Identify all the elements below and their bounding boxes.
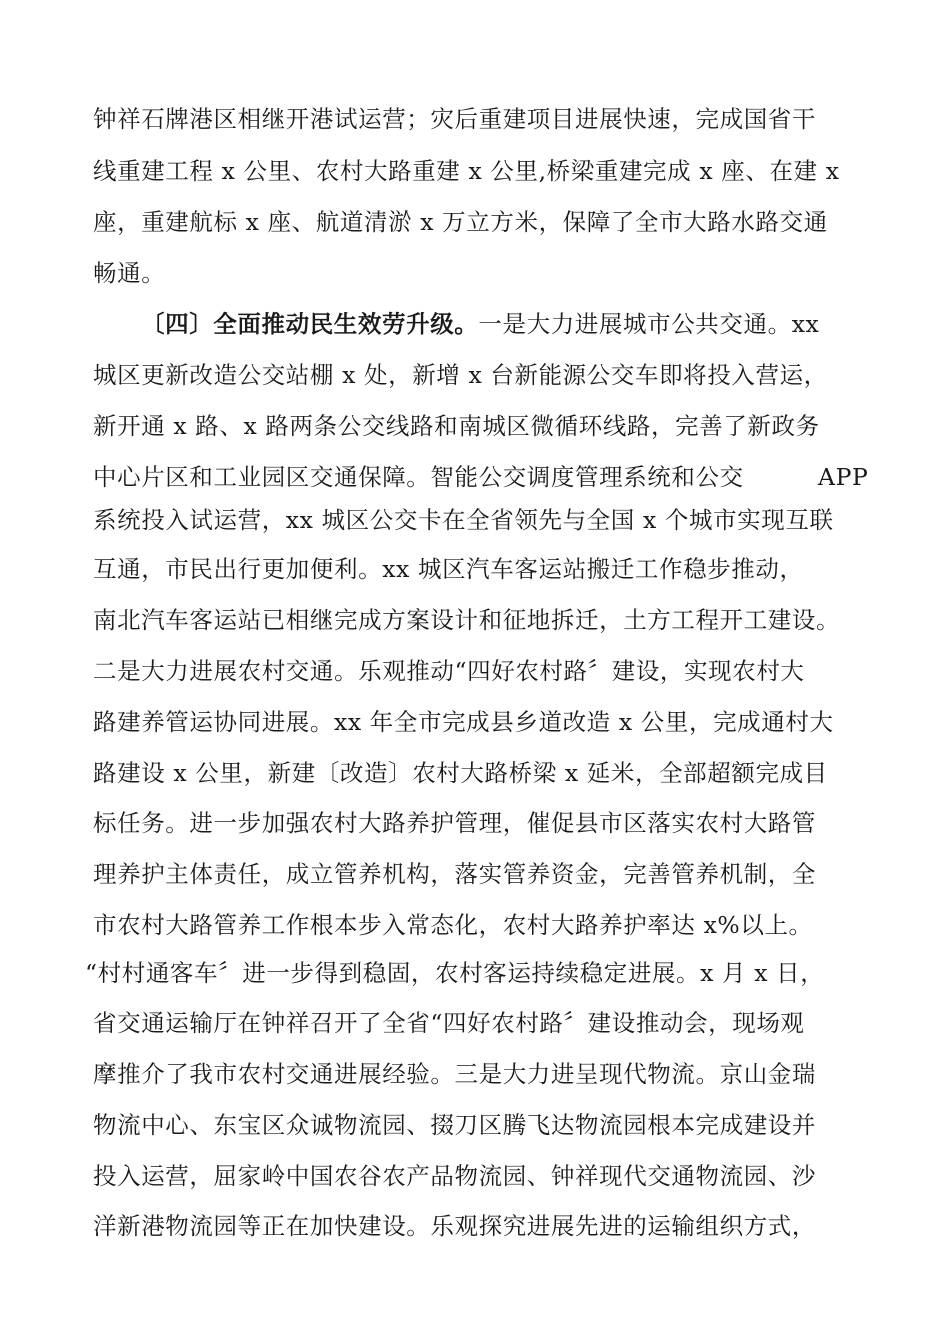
paragraph-2-line-11: 标任务。进一步加强农村大路养护管理，催促县市区落实农村大路管 xyxy=(93,809,816,837)
paragraph-2-line-2: 城区更新改造公交站棚 x 处，新增 x 台新能源公交车即将投入营运， xyxy=(93,361,828,389)
paragraph-2-line-12: 理养护主体责任，成立管养机构，落实管养资金，完善管养机制，全 xyxy=(93,860,816,888)
paragraph-2-line-18: 投入运营，屈家岭中国农谷农产品物流园、钟祥现代交通物流园、沙 xyxy=(93,1162,816,1190)
paragraph-2-line-5: 系统投入试运营，xx 城区公交卡在全省领先与全国 x 个城市实现互联 xyxy=(93,506,834,534)
app-label: APP xyxy=(818,463,869,491)
paragraph-1-line-2: 线重建工程 x 公里、农村大路重建 x 公里,桥梁重建完成 x 座、在建 x xyxy=(93,157,840,185)
paragraph-2-line-13: 市农村大路管养工作根本步入常态化，农村大路养护率达 x%以上。 xyxy=(93,911,813,939)
paragraph-1-line-1: 钟祥石牌港区相继开港试运营；灾后重建项目进展快速，完成国省干 xyxy=(93,105,816,133)
paragraph-2-line-7: 南北汽车客运站已相继完成方案设计和征地拆迁，土方工程开工建设。 xyxy=(93,606,841,634)
paragraph-2-line-3: 新开通 x 路、x 路两条公交线路和南城区微循环线路，完善了新政务 xyxy=(93,412,820,440)
section-heading: 〔四〕全面推动民生效劳升级。 xyxy=(141,310,479,338)
paragraph-2-first-line-text: 一是大力进展城市公共交通。xx xyxy=(478,310,820,338)
paragraph-2-line-4 xyxy=(93,462,869,492)
paragraph-1-line-4: 畅通。 xyxy=(93,259,166,287)
paragraph-2-line-16: 摩推介了我市农村交通进展经验。三是大力进呈现代物流。京山金瑞 xyxy=(93,1060,816,1088)
paragraph-1-line-3: 座，重建航标 x 座、航道清淤 x 万立方米，保障了全市大路水路交通 xyxy=(93,208,828,236)
paragraph-2-first-line xyxy=(141,309,819,339)
paragraph-2-line-15: 省交通运输厅在钟祥召开了全省“四好农村路〞建设推动会，现场观 xyxy=(93,1009,805,1037)
paragraph-2-line-14: “村村通客车〞进一步得到稳固，农村客运持续稳定进展。x 月 x 日， xyxy=(85,959,825,987)
paragraph-2-line-8: 二是大力进展农村交通。乐观推动“四好农村路〞建设，实现农村大 xyxy=(93,657,805,685)
paragraph-2-line-19: 洋新港物流园等正在加快建设。乐观探究进展先进的运输组织方式， xyxy=(93,1212,816,1240)
paragraph-2-line-4-text: 中心片区和工业园区交通保障。智能公交调度管理系统和公交 xyxy=(93,463,744,491)
paragraph-2-line-10: 路建设 x 公里，新建〔改造〕农村大路桥梁 x 延米，全部超额完成目 xyxy=(93,759,828,787)
paragraph-2-line-9: 路建养管运协同进展。xx 年全市完成县乡道改造 x 公里，完成通村大 xyxy=(93,708,834,736)
paragraph-2-line-6: 互通，市民出行更加便利。xx 城区汽车客运站搬迁工作稳步推动， xyxy=(93,555,804,583)
paragraph-2-line-17: 物流中心、东宝区众诚物流园、掇刀区腾飞达物流园根本完成建设并 xyxy=(93,1111,816,1139)
